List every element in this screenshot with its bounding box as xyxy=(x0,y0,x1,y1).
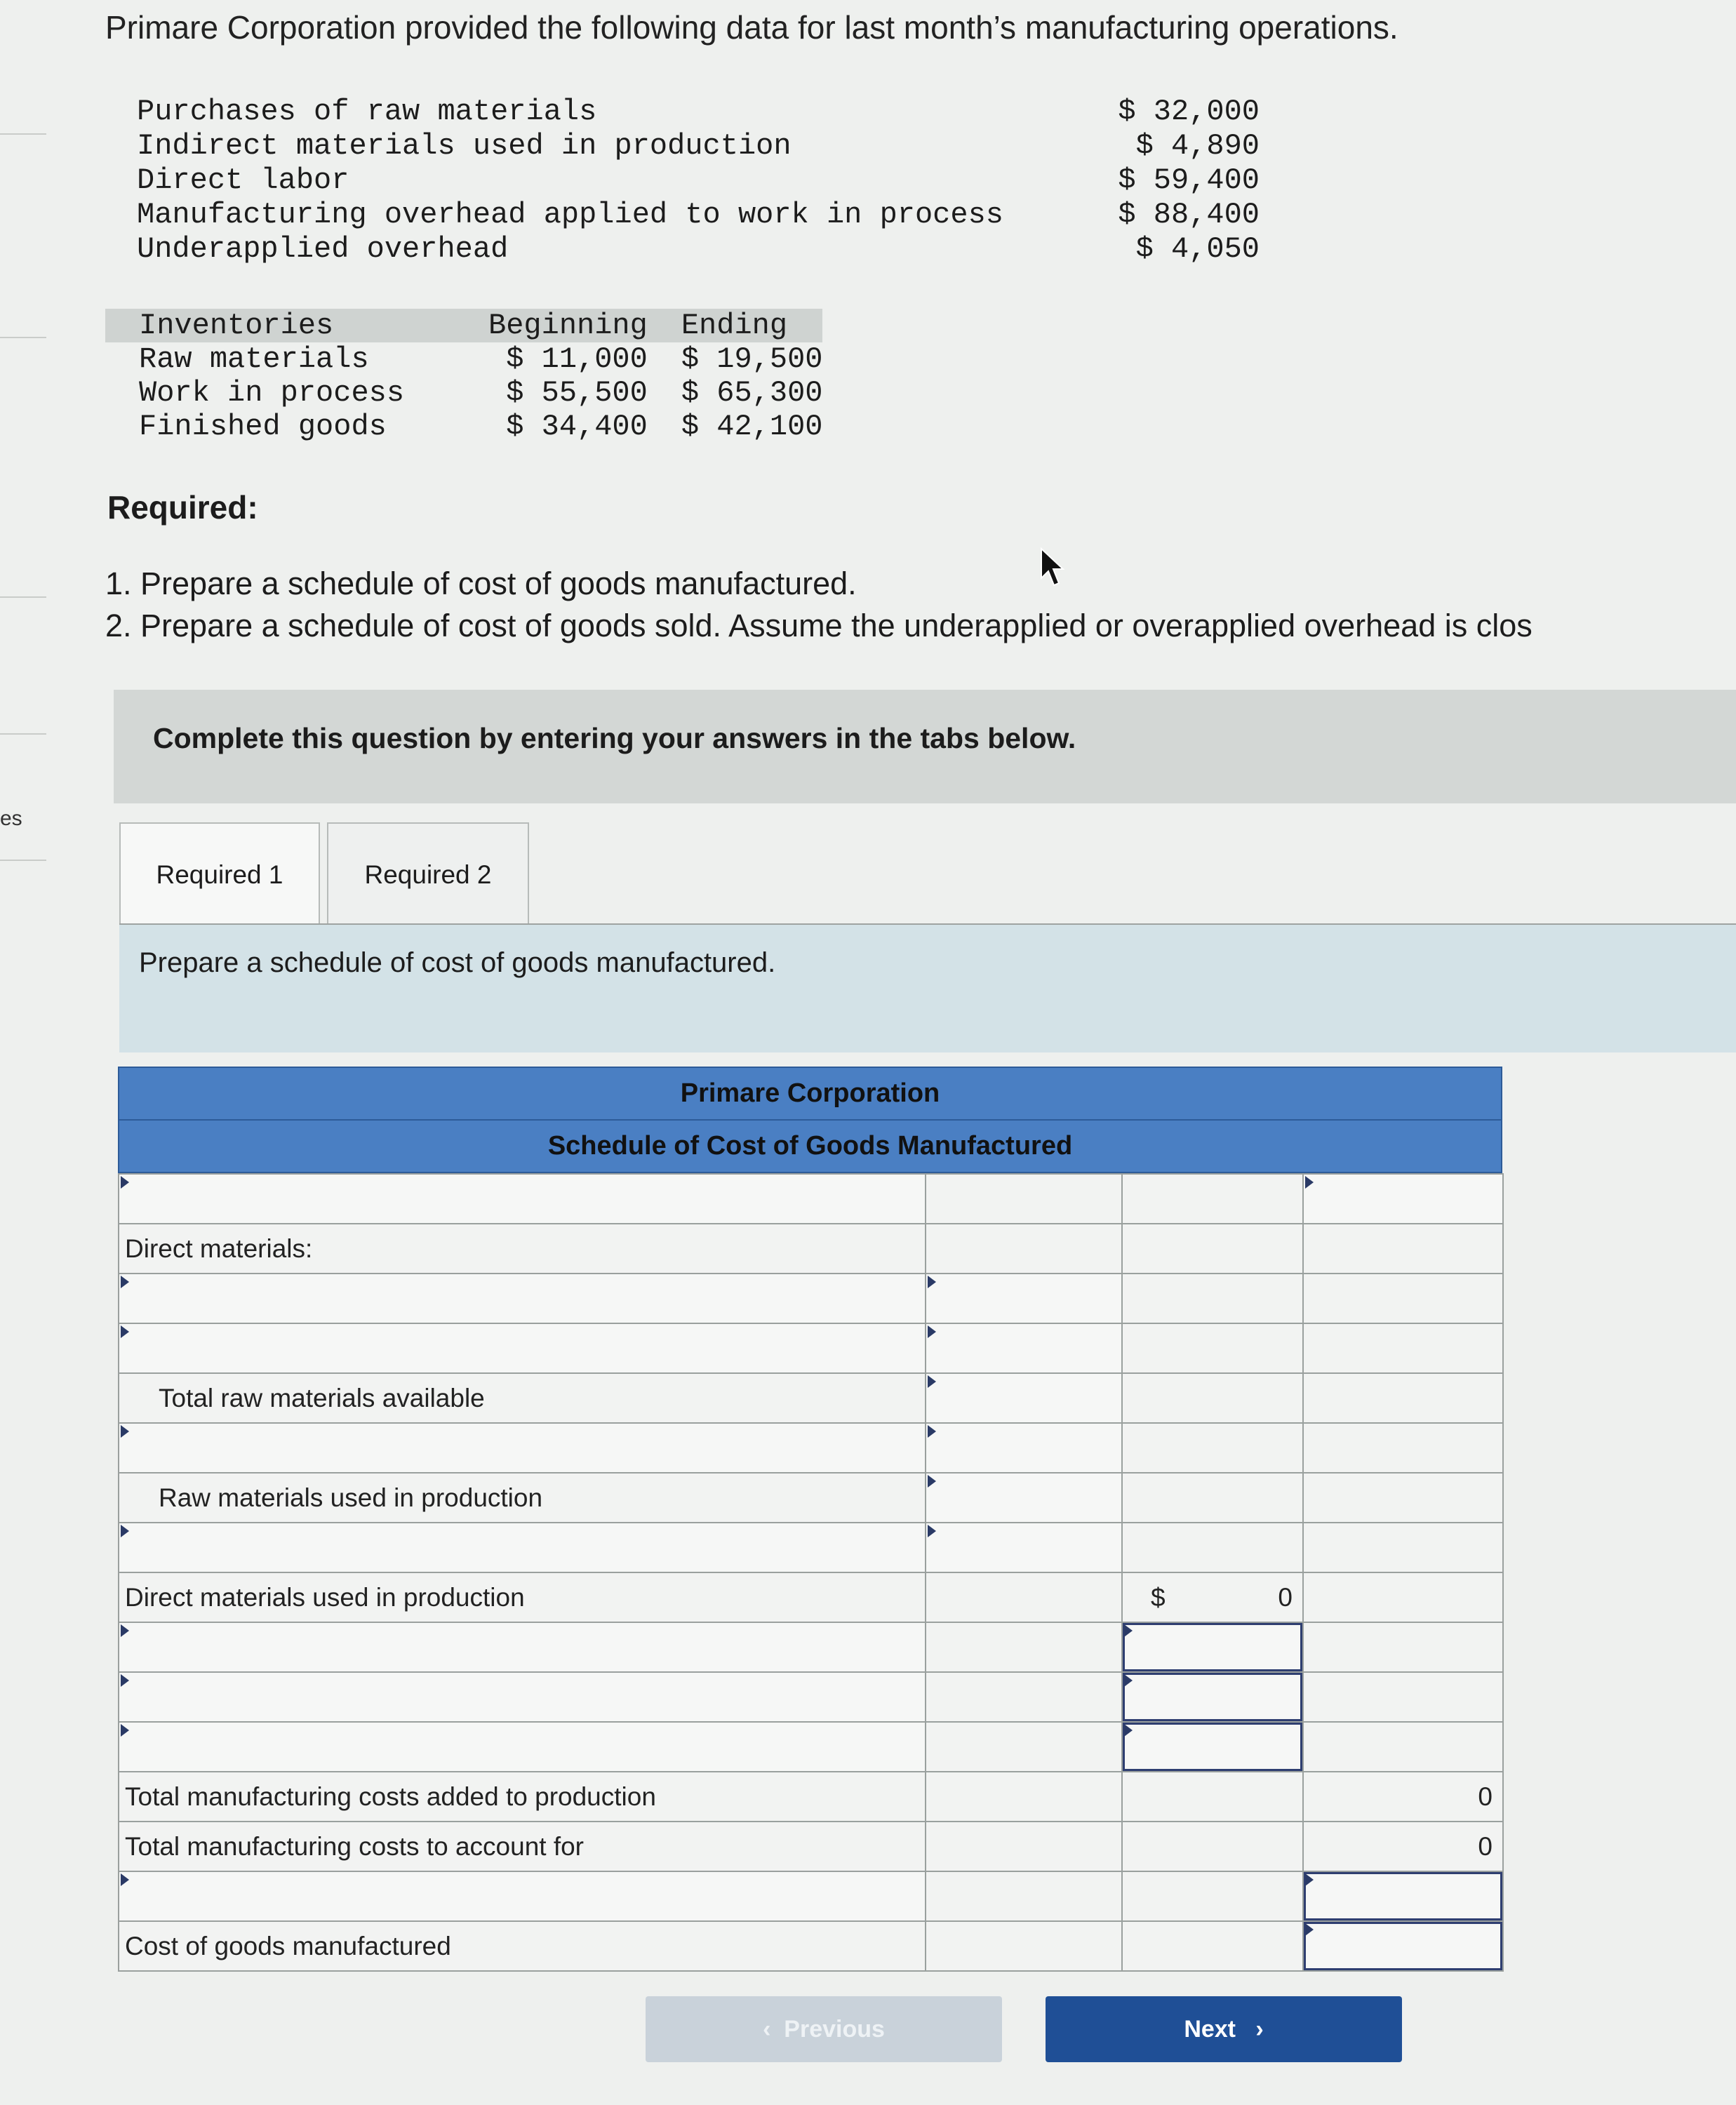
given-row: Direct labor $ 59,400 xyxy=(137,163,1260,197)
account-select[interactable] xyxy=(119,1622,926,1672)
raw-materials-used-label: Raw materials used in production xyxy=(159,1483,543,1512)
table-row xyxy=(119,1921,1503,1971)
required-item: 2. Prepare a schedule of cost of goods sold. Assume the underapplied or overapplied overhead is clos xyxy=(105,608,1533,643)
direct-materials-label: Direct materials: xyxy=(125,1234,313,1263)
given-row: Manufacturing overhead applied to work in process $ 88,400 xyxy=(137,198,1260,232)
required-heading: Required: xyxy=(107,489,258,526)
total-costs-account-value: 0 xyxy=(1478,1831,1493,1861)
direct-materials-used-label: Direct materials used in production xyxy=(125,1582,525,1612)
given-row: Underapplied overhead $ 4,050 xyxy=(137,232,1260,266)
sidebar-divider xyxy=(0,733,46,735)
table-row xyxy=(119,1323,1503,1373)
account-select[interactable] xyxy=(119,1323,926,1373)
inventories-row: Work in process $ 55,500 $ 65,300 xyxy=(139,376,823,410)
schedule-company: Primare Corporation xyxy=(680,1078,940,1108)
inventories-header-row: Inventories Beginning Ending xyxy=(105,309,822,342)
table-row xyxy=(119,1224,1503,1274)
schedule-title: Schedule of Cost of Goods Manufactured xyxy=(119,1119,1501,1172)
table-row xyxy=(119,1822,1503,1871)
instructions-text: Complete this question by entering your answers in the tabs below. xyxy=(153,722,1076,754)
tab-required-2[interactable]: Required 2 xyxy=(327,822,529,925)
required-list xyxy=(105,563,1533,647)
previous-button[interactable]: ‹ Previous xyxy=(646,1996,1002,2062)
mouse-cursor-icon xyxy=(1039,547,1067,589)
inventories-row: Raw materials $ 11,000 $ 19,500 xyxy=(139,342,823,376)
sidebar-divider xyxy=(0,133,46,135)
table-row xyxy=(119,1871,1503,1921)
account-select[interactable] xyxy=(119,1423,926,1473)
cogm-schedule xyxy=(118,1067,1502,1972)
required-item: 1. Prepare a schedule of cost of goods manufactured. xyxy=(105,566,857,601)
sidebar-divider xyxy=(0,596,46,598)
amount-input[interactable] xyxy=(926,1323,1122,1373)
total-costs-added-value: 0 xyxy=(1478,1782,1493,1811)
table-row xyxy=(119,1423,1503,1473)
table-row xyxy=(119,1523,1503,1572)
chevron-right-icon: › xyxy=(1236,2016,1264,2043)
table-row xyxy=(119,1174,1503,1224)
amount-input[interactable] xyxy=(926,1373,1122,1423)
amount-input[interactable] xyxy=(926,1274,1122,1323)
cogm-input[interactable] xyxy=(1303,1921,1503,1971)
instructions-banner xyxy=(114,690,1736,803)
amount-input[interactable] xyxy=(926,1523,1122,1572)
table-row xyxy=(119,1274,1503,1323)
account-select[interactable] xyxy=(119,1174,926,1224)
prompt-panel xyxy=(119,925,1736,1052)
table-row xyxy=(119,1722,1503,1772)
table-row xyxy=(119,1622,1503,1672)
account-select[interactable] xyxy=(119,1722,926,1772)
sidebar-divider xyxy=(0,860,46,861)
account-select[interactable] xyxy=(119,1871,926,1921)
table-row xyxy=(119,1473,1503,1523)
sidebar-label-fragment: es xyxy=(0,807,22,830)
sidebar-divider xyxy=(0,337,46,338)
total-raw-materials-label: Total raw materials available xyxy=(159,1383,485,1412)
schedule-grid xyxy=(118,1173,1504,1972)
tab-required-1[interactable]: Required 1 xyxy=(119,822,320,925)
inventories-row: Finished goods $ 34,400 $ 42,100 xyxy=(139,410,823,443)
currency-symbol: $ xyxy=(1151,1582,1166,1612)
account-select[interactable] xyxy=(119,1672,926,1722)
amount-input[interactable] xyxy=(926,1473,1122,1523)
amount-input[interactable] xyxy=(1303,1174,1503,1224)
inventories-table xyxy=(105,309,822,443)
direct-materials-used-value: 0 xyxy=(1278,1582,1293,1612)
amount-input[interactable] xyxy=(1122,1672,1303,1722)
given-row: Indirect materials used in production $ 4,890 xyxy=(137,129,1260,163)
amount-input[interactable] xyxy=(1122,1722,1303,1772)
chevron-left-icon: ‹ xyxy=(763,2016,784,2043)
next-button[interactable]: Next › xyxy=(1046,1996,1402,2062)
table-row xyxy=(119,1572,1503,1622)
total-costs-account-label: Total manufacturing costs to account for xyxy=(125,1831,585,1861)
amount-input[interactable] xyxy=(1122,1622,1303,1672)
cogm-label: Cost of goods manufactured xyxy=(125,1931,451,1960)
prompt-text: Prepare a schedule of cost of goods manufactured. xyxy=(139,947,776,978)
given-row: Purchases of raw materials $ 32,000 xyxy=(137,95,1260,128)
table-row xyxy=(119,1672,1503,1722)
table-row xyxy=(119,1373,1503,1423)
account-select[interactable] xyxy=(119,1523,926,1572)
schedule-header xyxy=(118,1067,1502,1173)
amount-input[interactable] xyxy=(1303,1871,1503,1921)
given-data-list xyxy=(137,95,1260,267)
account-select[interactable] xyxy=(119,1274,926,1323)
problem-intro: Primare Corporation provided the following data for last month’s manufacturing operations. xyxy=(105,9,1398,46)
total-costs-added-label: Total manufacturing costs added to production xyxy=(125,1782,656,1811)
table-row xyxy=(119,1772,1503,1822)
amount-input[interactable] xyxy=(926,1423,1122,1473)
